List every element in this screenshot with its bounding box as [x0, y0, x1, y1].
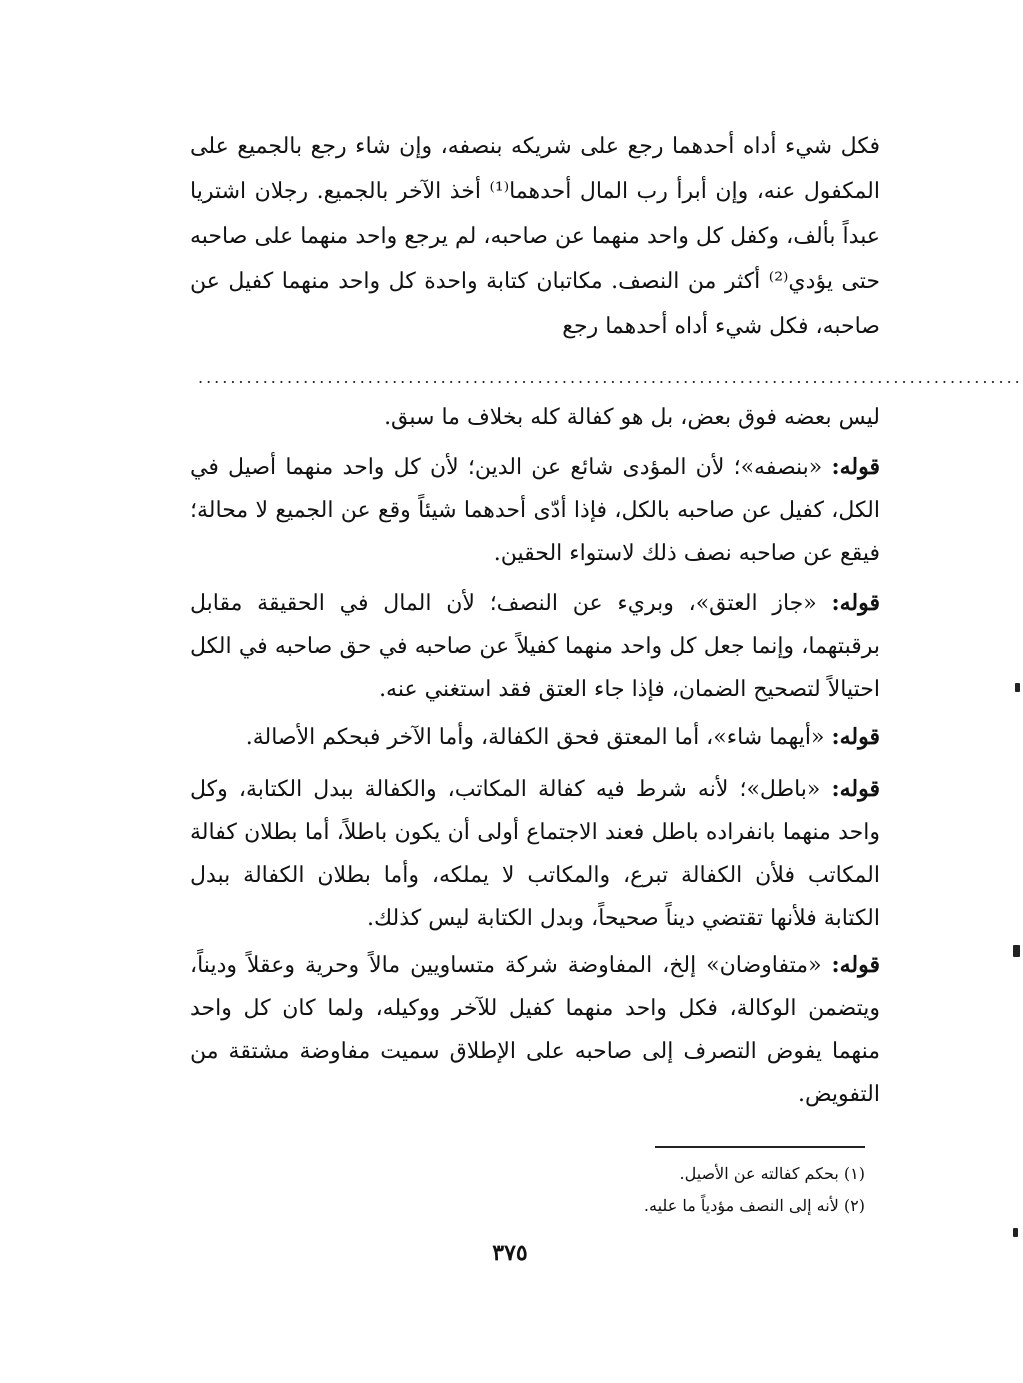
commentary-label: قوله: — [831, 776, 880, 802]
footnotes — [400, 1158, 865, 1222]
page-number: ٣٧٥ — [492, 1240, 528, 1266]
scan-mark — [1015, 683, 1020, 692]
commentary-label: قوله: — [831, 590, 880, 616]
commentary-text: «جاز العتق»، وبريء عن النصف؛ لأن المال في الحقيقة مقابل برقبتهما، وإنما جعل كل واحد منهما كفيلاً عن صاحبه في حق صاحبه في الكل احتيالاً لتصحيح الضمان، فإذا جاء العتق فقد استغني عنه. — [190, 591, 880, 702]
commentary-label: قوله: — [831, 724, 880, 750]
section-separator: ...................................................................................................... — [198, 368, 1023, 387]
commentary-text: «باطل»؛ لأنه شرط فيه كفالة المكاتب، والكفالة ببدل الكتابة، وكل واحد منهما بانفراده باطل فعند الاجتماع أولى أن يكون باطلاً، أما بطلان كفالة المكاتب فلأن الكفالة تبرع، والمكاتب لا يملكه، وأما بطلان الكفالة ببدل الكتابة فلأنها تقتضي ديناً صحيحاً، وبدل الكتابة ليس كذلك. — [190, 777, 880, 931]
commentary-label: قوله: — [831, 454, 880, 480]
commentary-paragraph — [190, 768, 880, 940]
commentary-text: «بنصفه»؛ لأن المؤدى شائع عن الدين؛ لأن كل واحد منهما أصيل في الكل، كفيل عن صاحبه بالكل، فإذا أدّى أحدهما شيئاً وقع عن الجميع لا محالة؛ فيقع عن صاحبه نصف ذلك لاستواء الحقين. — [190, 455, 880, 566]
commentary-paragraph — [190, 446, 880, 575]
footnote: (١) بحكم كفالته عن الأصيل. — [679, 1164, 865, 1183]
commentary-text: «أيهما شاء»، أما المعتق فحق الكفالة، وأما الآخر فبحكم الأصالة. — [245, 725, 825, 750]
footnote-divider — [655, 1146, 865, 1148]
footnote: (٢) لأنه إلى النصف مؤدياً ما عليه. — [643, 1196, 865, 1215]
commentary-paragraph — [190, 944, 880, 1116]
commentary-continuation: ليس بعضه فوق بعض، بل هو كفالة كله بخلاف ما سبق. — [384, 405, 880, 430]
commentary-text: «متفاوضان» إلخ، المفاوضة شركة متساويين مالاً وحرية وعقلاً وديناً، ويتضمن الوكالة، فكل واحد منهما كفيل للآخر ووكيله، ولما كان كل واحد منهما يفوض التصرف إلى صاحبه على الإطلاق سميت مفاوضة مشتقة من التفويض. — [190, 953, 880, 1107]
scan-mark — [1013, 945, 1020, 957]
commentary-paragraph — [190, 716, 880, 759]
commentary-label: قوله: — [831, 952, 880, 978]
main-text: فكل شيء أداه أحدهما رجع على شريكه بنصفه، وإن شاء رجع بالجميع على المكفول عنه، وإن أبرأ رب المال أحدهما⁽¹⁾ أخذ الآخر بالجميع. رجلان اشتريا عبداً بألف، وكفل كل واحد منهما عن صاحبه، لم يرجع واحد منهما على صاحبه حتى يؤدي⁽²⁾ أكثر من النصف. مكاتبان كتابة واحدة كل واحد منهما كفيل عن صاحبه، فكل شيء أداه أحدهما رجع — [190, 134, 881, 339]
commentary-paragraph — [190, 582, 880, 711]
scan-mark — [1013, 1228, 1018, 1237]
